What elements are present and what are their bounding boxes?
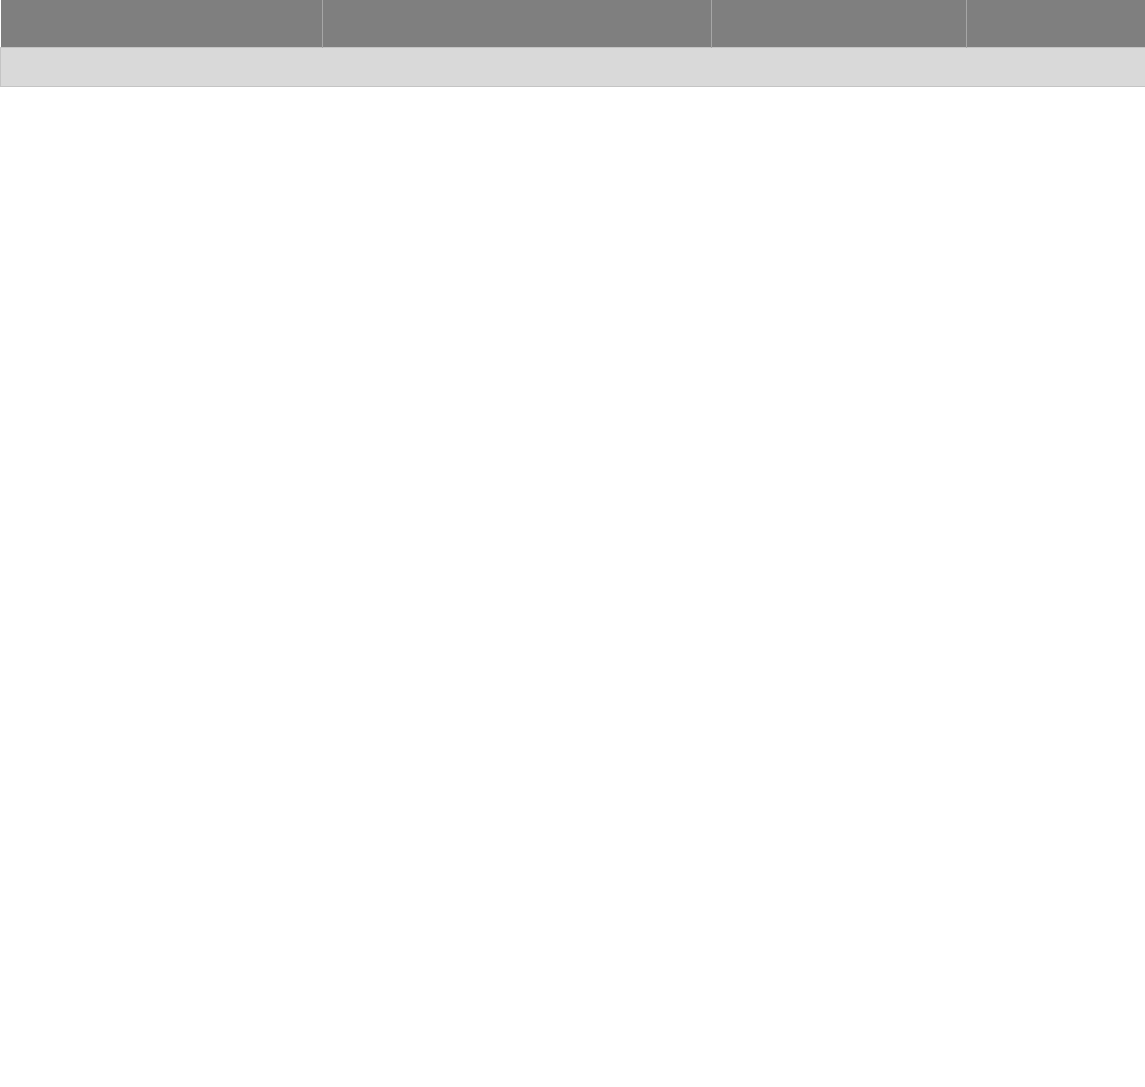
header-anti-vegf: [323, 0, 712, 48]
header-p-value: [967, 0, 1145, 48]
section-label: [1, 48, 1145, 87]
header-characteristics: [1, 0, 323, 48]
table-header-row: [1, 0, 1145, 48]
header-oral-cais: [712, 0, 967, 48]
characteristics-table: [0, 0, 1145, 87]
section-row-retinitis-pigmentosa: [1, 48, 1145, 87]
